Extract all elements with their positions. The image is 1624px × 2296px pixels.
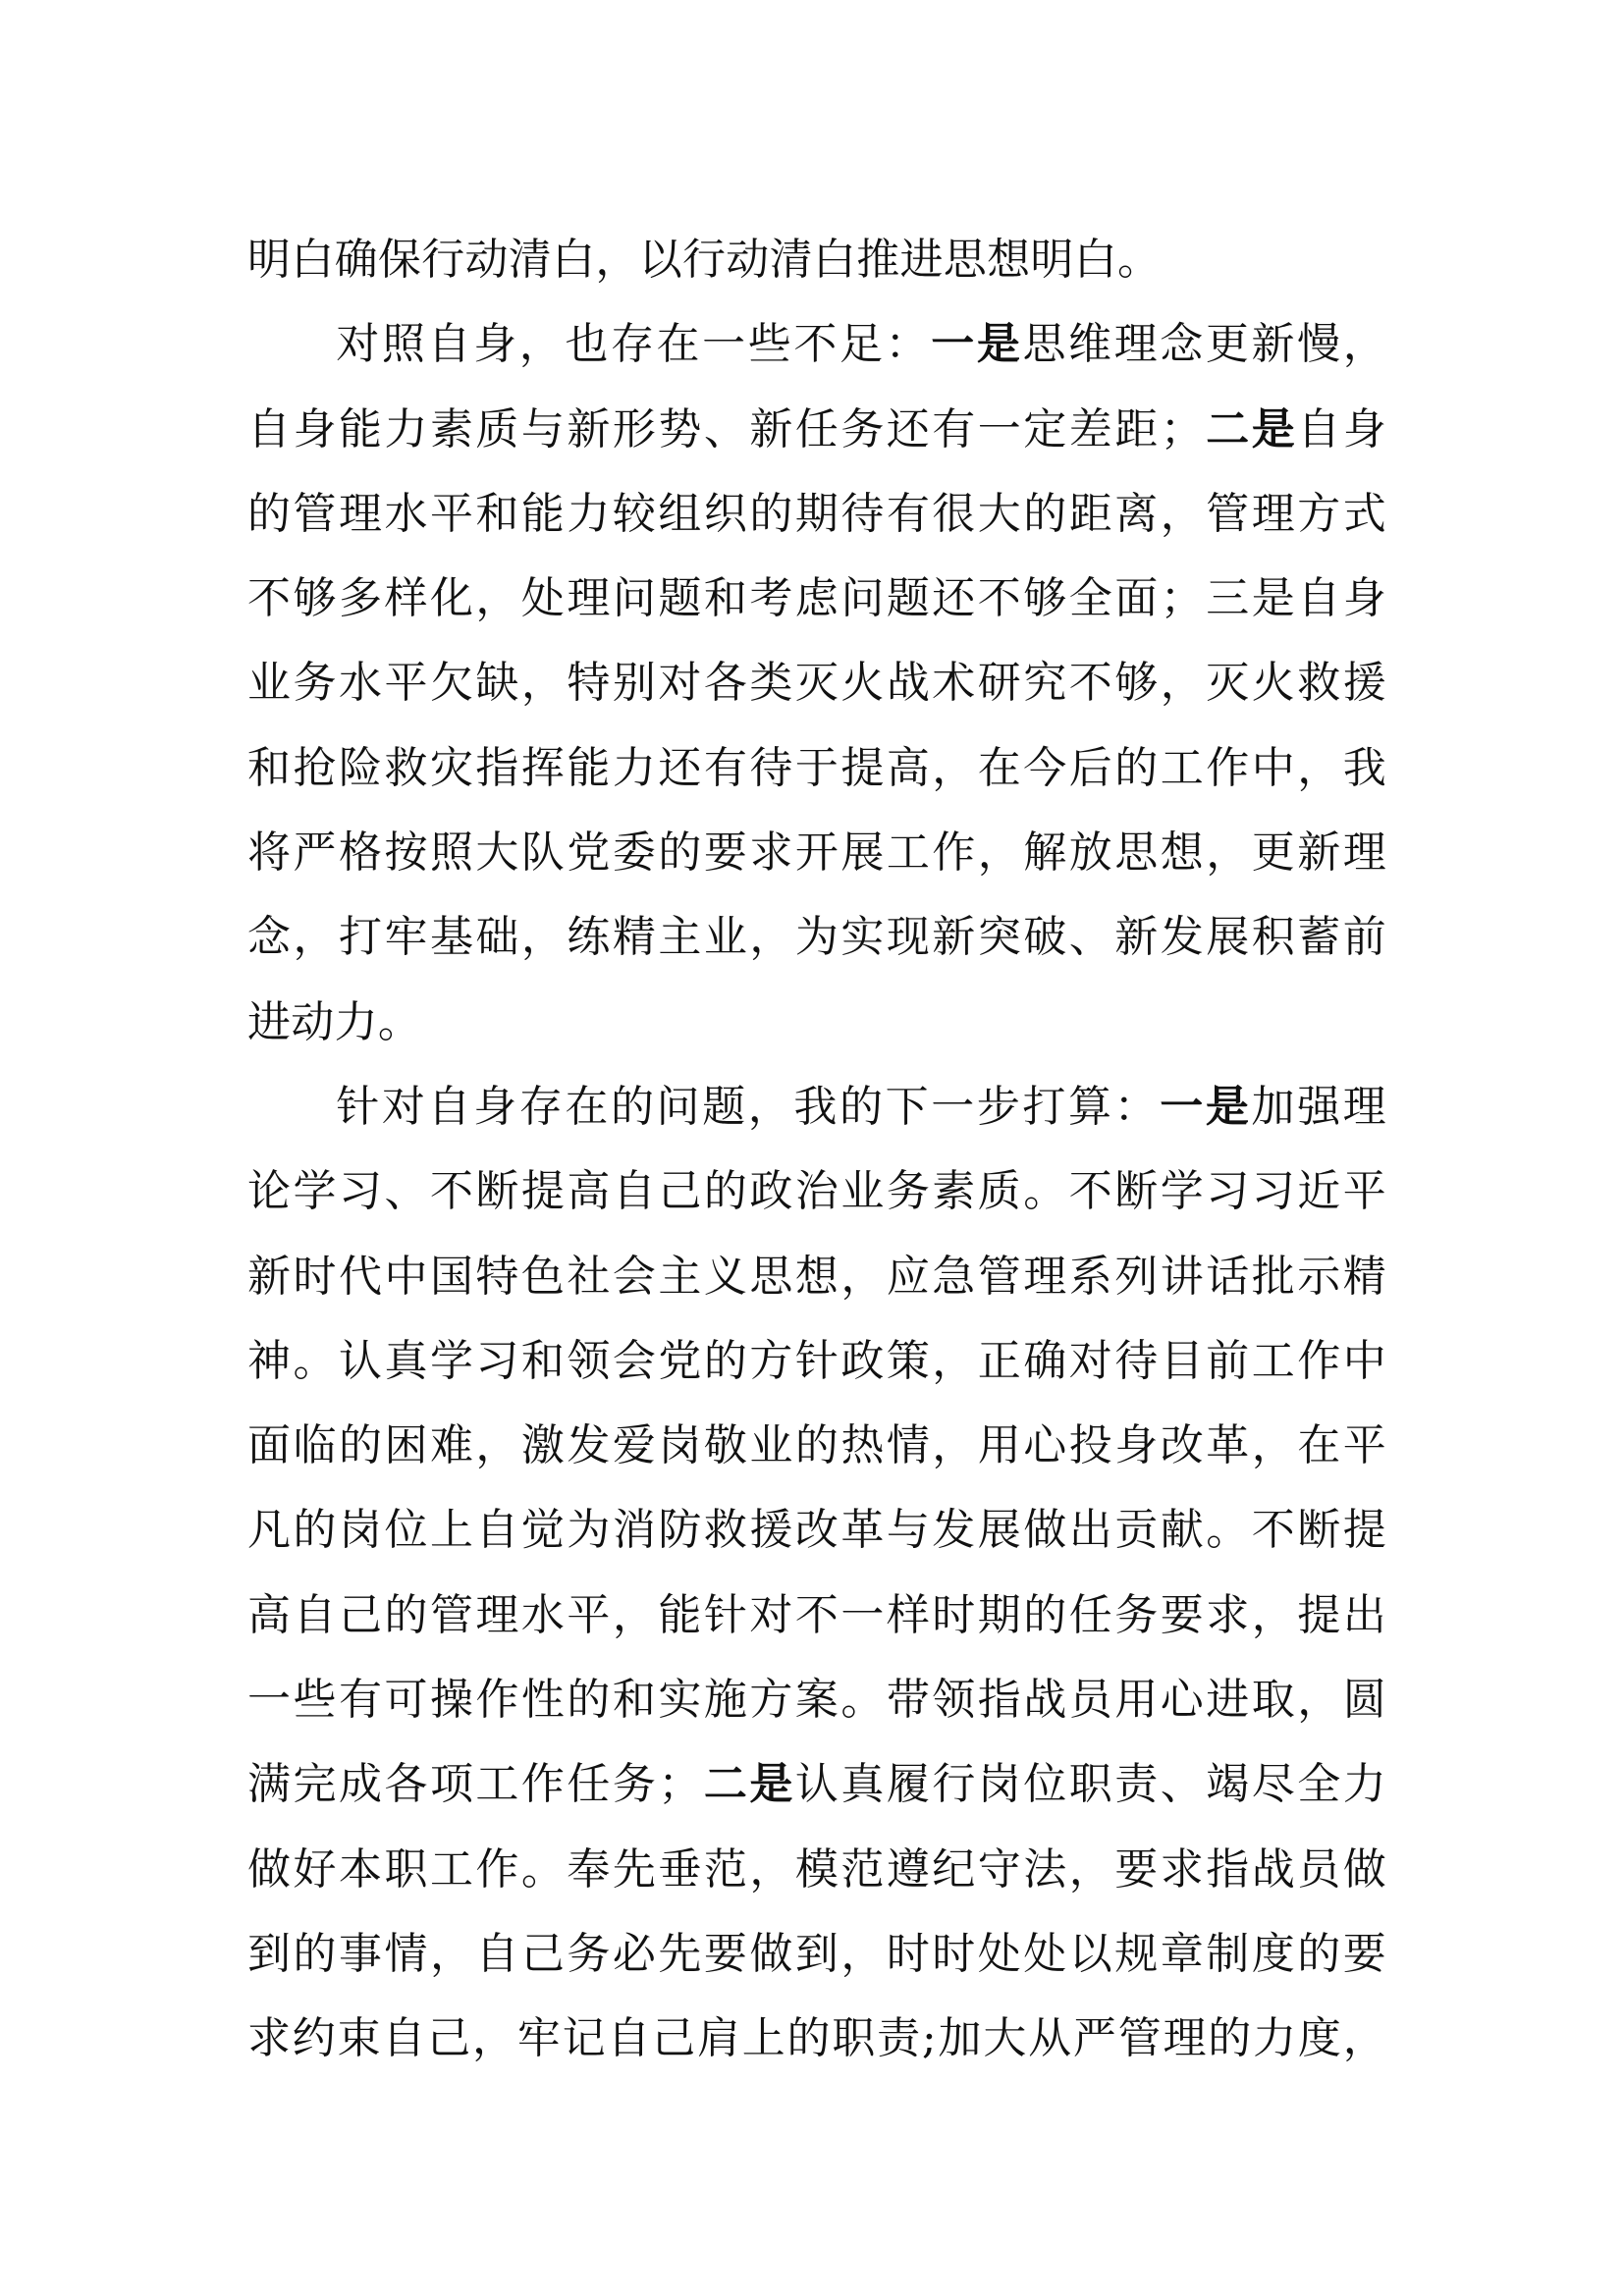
- text-run: 进动力。: [247, 996, 422, 1047]
- text-line: [247, 302, 1386, 387]
- text-line: [247, 641, 1386, 725]
- text-line: [247, 1828, 1386, 1912]
- text-run: 对照自身，也存在一些不足：: [334, 319, 932, 370]
- text-run: 论学习、不断提高自己的政治业务素质。不断学习习近平: [247, 1166, 1386, 1217]
- text-line: [247, 895, 1386, 980]
- text-run: 认真履行岗位职责、竭尽全力: [794, 1759, 1387, 1810]
- bold-enumerator: 二是: [1204, 403, 1298, 454]
- text-run: 将严格按照大队党委的要求开展工作，解放思想，更新理: [247, 828, 1386, 879]
- text-run: 高自己的管理水平，能针对不一样时期的任务要求，提出: [247, 1589, 1386, 1640]
- text-run: 面临的困难，激发爱岗敬业的热情，用心投身改革，在平: [247, 1420, 1386, 1471]
- paragraph: [247, 218, 1386, 302]
- bold-enumerator: 一是: [1160, 1081, 1252, 1132]
- text-run: 业务水平欠缺，特别对各类灭火战术研究不够，灭火救援: [247, 658, 1386, 709]
- text-run: 的管理水平和能力较组织的期待有很大的距离，管理方式: [247, 488, 1386, 539]
- text-line: [247, 1658, 1386, 1742]
- text-line: [247, 981, 1386, 1065]
- text-line: [247, 1997, 1386, 2081]
- text-line: [247, 1235, 1386, 1319]
- text-line: [247, 1065, 1386, 1149]
- paragraph: [247, 302, 1386, 1065]
- text-run: 做好本职工作。奉先垂范，模范遵纪守法，要求指战员做: [247, 1843, 1386, 1895]
- text-line: [247, 1488, 1386, 1573]
- text-line: [247, 1742, 1386, 1827]
- text-line: [247, 388, 1386, 472]
- text-line: [247, 726, 1386, 811]
- text-run: 求约束自己，牢记自己肩上的职责;加大从严管理的力度，: [247, 2013, 1386, 2064]
- text-run: 和抢险救灾指挥能力还有待于提高，在今后的工作中，我: [247, 742, 1386, 793]
- text-run: 不够多样化，处理问题和考虑问题还不够全面；三是自身: [247, 573, 1386, 624]
- paragraph: [247, 1065, 1386, 2082]
- text-run: 明白确保行动清白，以行动清白推进思想明白。: [247, 235, 1162, 285]
- text-run: 凡的岗位上自觉为消防救援改革与发展做出贡献。不断提: [247, 1505, 1386, 1556]
- text-run: 念，打牢基础，练精主业，为实现新突破、新发展积蓄前: [247, 912, 1386, 963]
- text-line: [247, 472, 1386, 557]
- text-run: 满完成各项工作任务；: [247, 1759, 702, 1810]
- text-line: [247, 811, 1386, 895]
- text-run: 自身: [1297, 403, 1386, 454]
- text-run: 神。认真学习和领会党的方针政策，正确对待目前工作中: [247, 1335, 1386, 1386]
- text-run: 自身能力素质与新形势、新任务还有一定差距；: [247, 403, 1205, 454]
- text-line: [247, 1149, 1386, 1234]
- text-run: 新时代中国特色社会主义思想，应急管理系列讲话批示精: [247, 1251, 1386, 1302]
- text-run: 到的事情，自己务必先要做到，时时处处以规章制度的要: [247, 1928, 1386, 1979]
- bold-enumerator: 一是: [931, 319, 1023, 370]
- text-run: 一些有可操作性的和实施方案。带领指战员用心进取，圆: [247, 1675, 1386, 1726]
- text-line: [247, 1912, 1386, 1997]
- text-line: [247, 557, 1386, 641]
- text-line: [247, 1319, 1386, 1404]
- text-line: [247, 1574, 1386, 1658]
- text-run: 思维理念更新慢，: [1022, 319, 1386, 370]
- text-line: [247, 1404, 1386, 1488]
- text-line: [247, 218, 1386, 302]
- text-run: 加强理: [1251, 1081, 1386, 1132]
- body-text: [247, 218, 1386, 2082]
- bold-enumerator: 二是: [701, 1759, 795, 1810]
- text-run: 针对自身存在的问题，我的下一步打算：: [334, 1081, 1161, 1132]
